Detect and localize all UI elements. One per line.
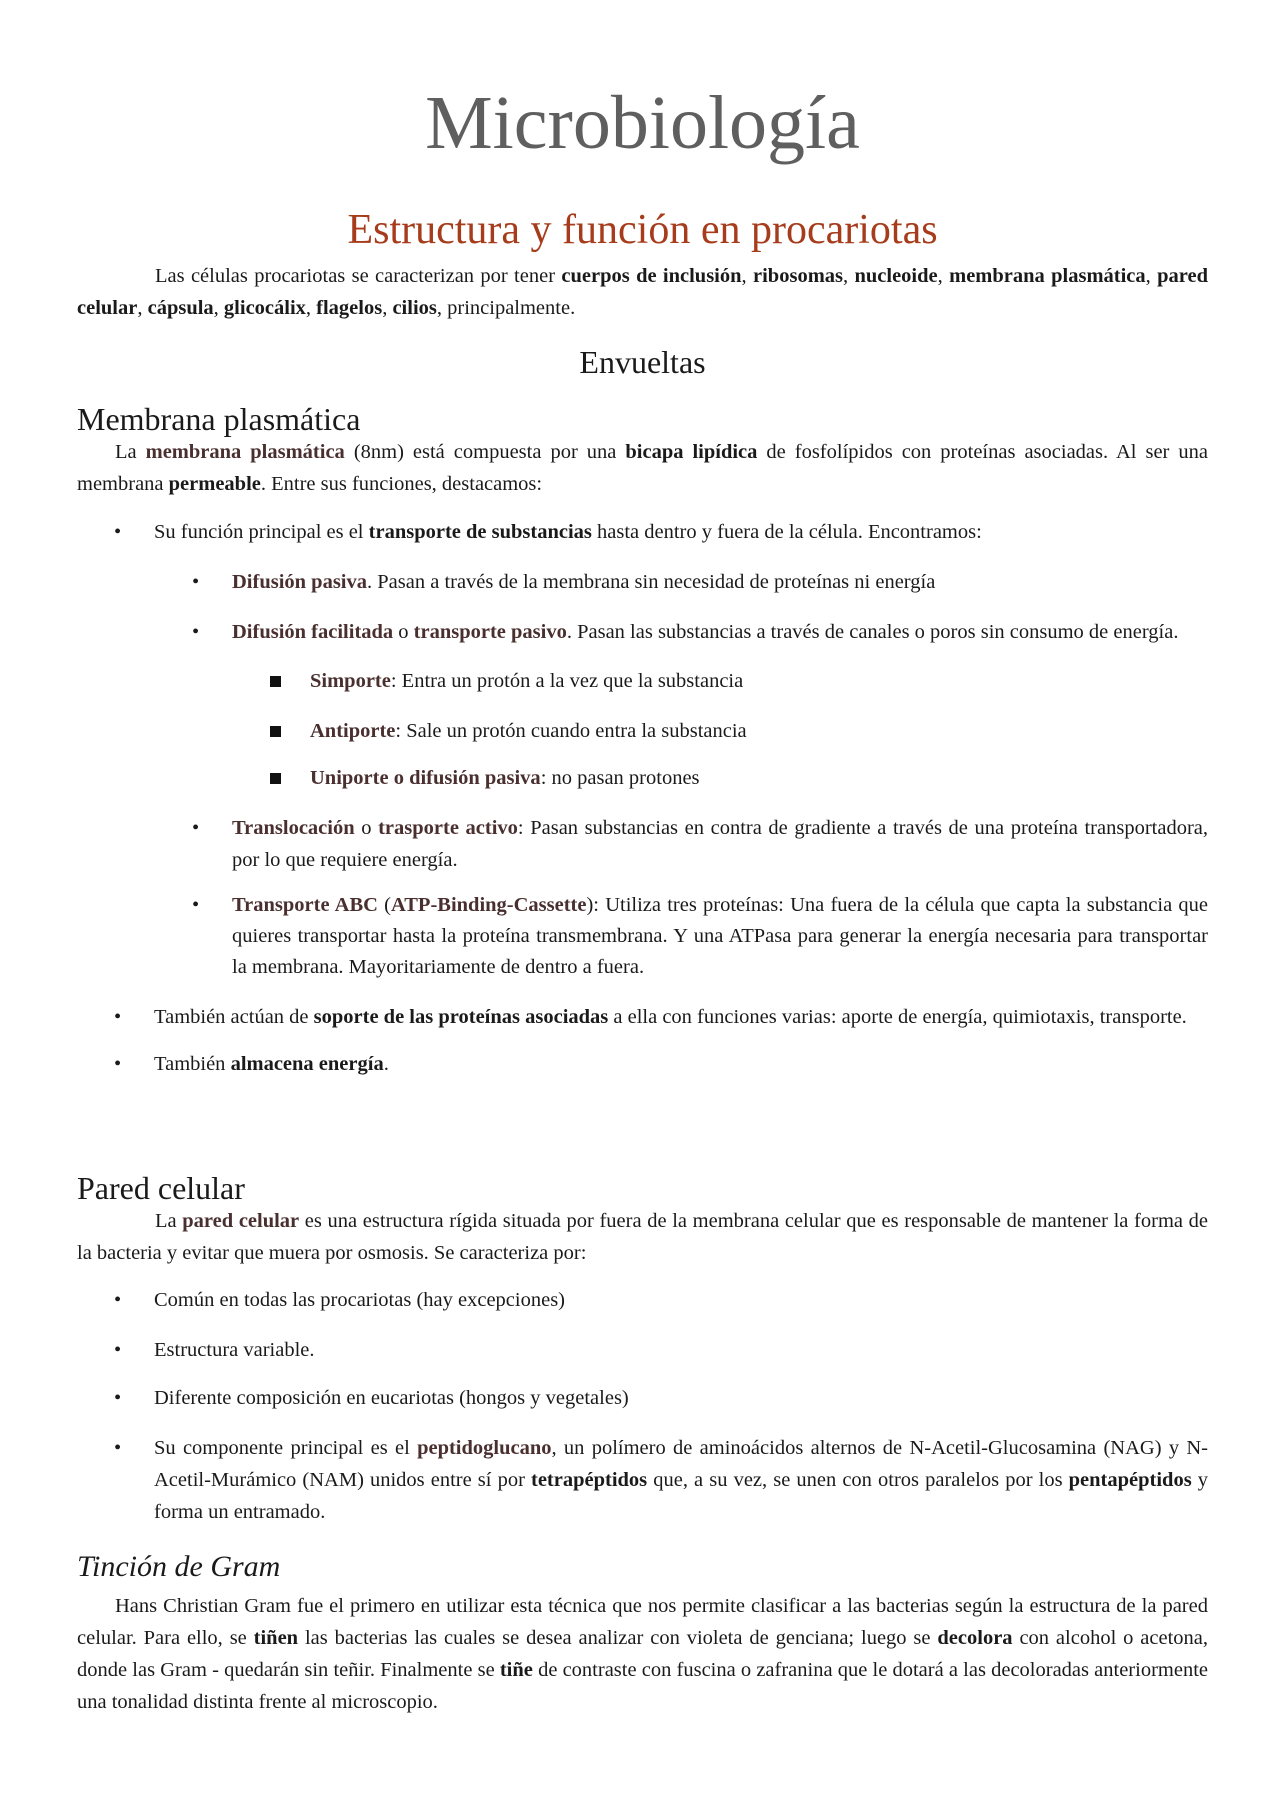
- heading-membrana: Membrana plasmática: [77, 401, 361, 437]
- square-bullet-icon: [270, 773, 281, 784]
- heading-gram: Tinción de Gram: [77, 1550, 281, 1583]
- list-item: Uniporte o difusión pasiva: no pasan protones: [77, 762, 1208, 794]
- list-item: • Transporte ABC (ATP-Binding-Cassette): Utiliza tres proteínas: Una fuera de la célula que capta la substancia que quieres transportar hasta la proteína transmembrana. Y una ATPasa para generar la energía necesaria para transportar la membrana. Mayoritariamente de dentro a fuera.: [77, 890, 1208, 983]
- list-item: Antiporte: Sale un protón cuando entra la substancia: [77, 715, 1208, 747]
- square-bullet-icon: [270, 726, 281, 737]
- list-item: • Común en todas las procariotas (hay excepciones): [77, 1284, 1208, 1316]
- bullet-icon: •: [114, 1437, 122, 1459]
- list-item: • Translocación o trasporte activo: Pasan substancias en contra de gradiente a través de una proteína transportadora, por lo que requiere energía.: [77, 812, 1208, 876]
- document-subtitle: Estructura y función en procariotas: [347, 207, 938, 253]
- heading-pared: Pared celular: [77, 1170, 245, 1206]
- bullet-icon: •: [114, 1339, 122, 1361]
- bullet-icon: •: [192, 621, 200, 643]
- list-item: • Su función principal es el transporte de substancias hasta dentro y fuera de la célula. Encontramos:: [77, 516, 1208, 548]
- membrana-paragraph: La membrana plasmática (8nm) está compuesta por una bicapa lipídica de fosfolípidos con proteínas asociadas. Al ser una membrana permeable. Entre sus funciones, destacamos:: [77, 441, 1208, 495]
- bullet-icon: •: [114, 1053, 122, 1075]
- document-title: Microbiología: [425, 81, 860, 165]
- bullet-icon: •: [114, 1289, 122, 1311]
- list-item: • También actúan de soporte de las proteínas asociadas a ella con funciones varias: aporte de energía, quimiotaxis, transporte.: [77, 1001, 1208, 1033]
- pared-list: [77, 1284, 1208, 1528]
- list-item: Simporte: Entra un protón a la vez que la substancia: [77, 665, 1208, 697]
- square-bullet-icon: [270, 676, 281, 687]
- membrana-list: [77, 516, 1208, 1080]
- bullet-icon: •: [192, 894, 200, 916]
- list-item: • Su componente principal es el peptidoglucano, un polímero de aminoácidos alternos de N-Acetil-Glucosamina (NAG) y N-Acetil-Murámico (NAM) unidos entre sí por tetrapéptidos que, a su vez, se unen con otros paralelos por los pentapéptidos y forma un entramado.: [77, 1432, 1208, 1528]
- list-item: • Estructura variable.: [77, 1334, 1208, 1366]
- bullet-icon: •: [192, 817, 200, 839]
- list-item: • También almacena energía.: [77, 1048, 1208, 1080]
- list-item: • Difusión facilitada o transporte pasivo. Pasan las substancias a través de canales o poros sin consumo de energía.: [77, 616, 1208, 648]
- bullet-icon: •: [114, 521, 122, 543]
- intro-paragraph: Las células procariotas se caracterizan por tener cuerpos de inclusión, ribosomas, nucleoide, membrana plasmática, pared celular, cápsula, glicocálix, flagelos, cilios, principalmente.: [77, 265, 1209, 319]
- list-item: • Diferente composición en eucariotas (hongos y vegetales): [77, 1382, 1208, 1414]
- section-heading-envueltas: Envueltas: [579, 344, 706, 380]
- pared-paragraph: La pared celular es una estructura rígida situada por fuera de la membrana celular que es responsable de mantener la forma de la bacteria y evitar que muera por osmosis. Se caracteriza por:: [77, 1210, 1208, 1264]
- bullet-icon: •: [114, 1006, 122, 1028]
- list-item: • Difusión pasiva. Pasan a través de la membrana sin necesidad de proteínas ni energía: [77, 566, 1208, 598]
- gram-paragraph: Hans Christian Gram fue el primero en utilizar esta técnica que nos permite clasificar a las bacterias según la estructura de la pared celular. Para ello, se tiñen las bacterias las cuales se desea analizar con violeta de genciana; luego se decolora con alcohol o acetona, donde las Gram - quedarán sin teñir. Finalmente se tiñe de contraste con fuscina o zafranina que le dotará a las decoloradas anteriormente una tonalidad distinta frente al microscopio.: [77, 1595, 1208, 1713]
- bullet-icon: •: [192, 571, 200, 593]
- bullet-icon: •: [114, 1387, 122, 1409]
